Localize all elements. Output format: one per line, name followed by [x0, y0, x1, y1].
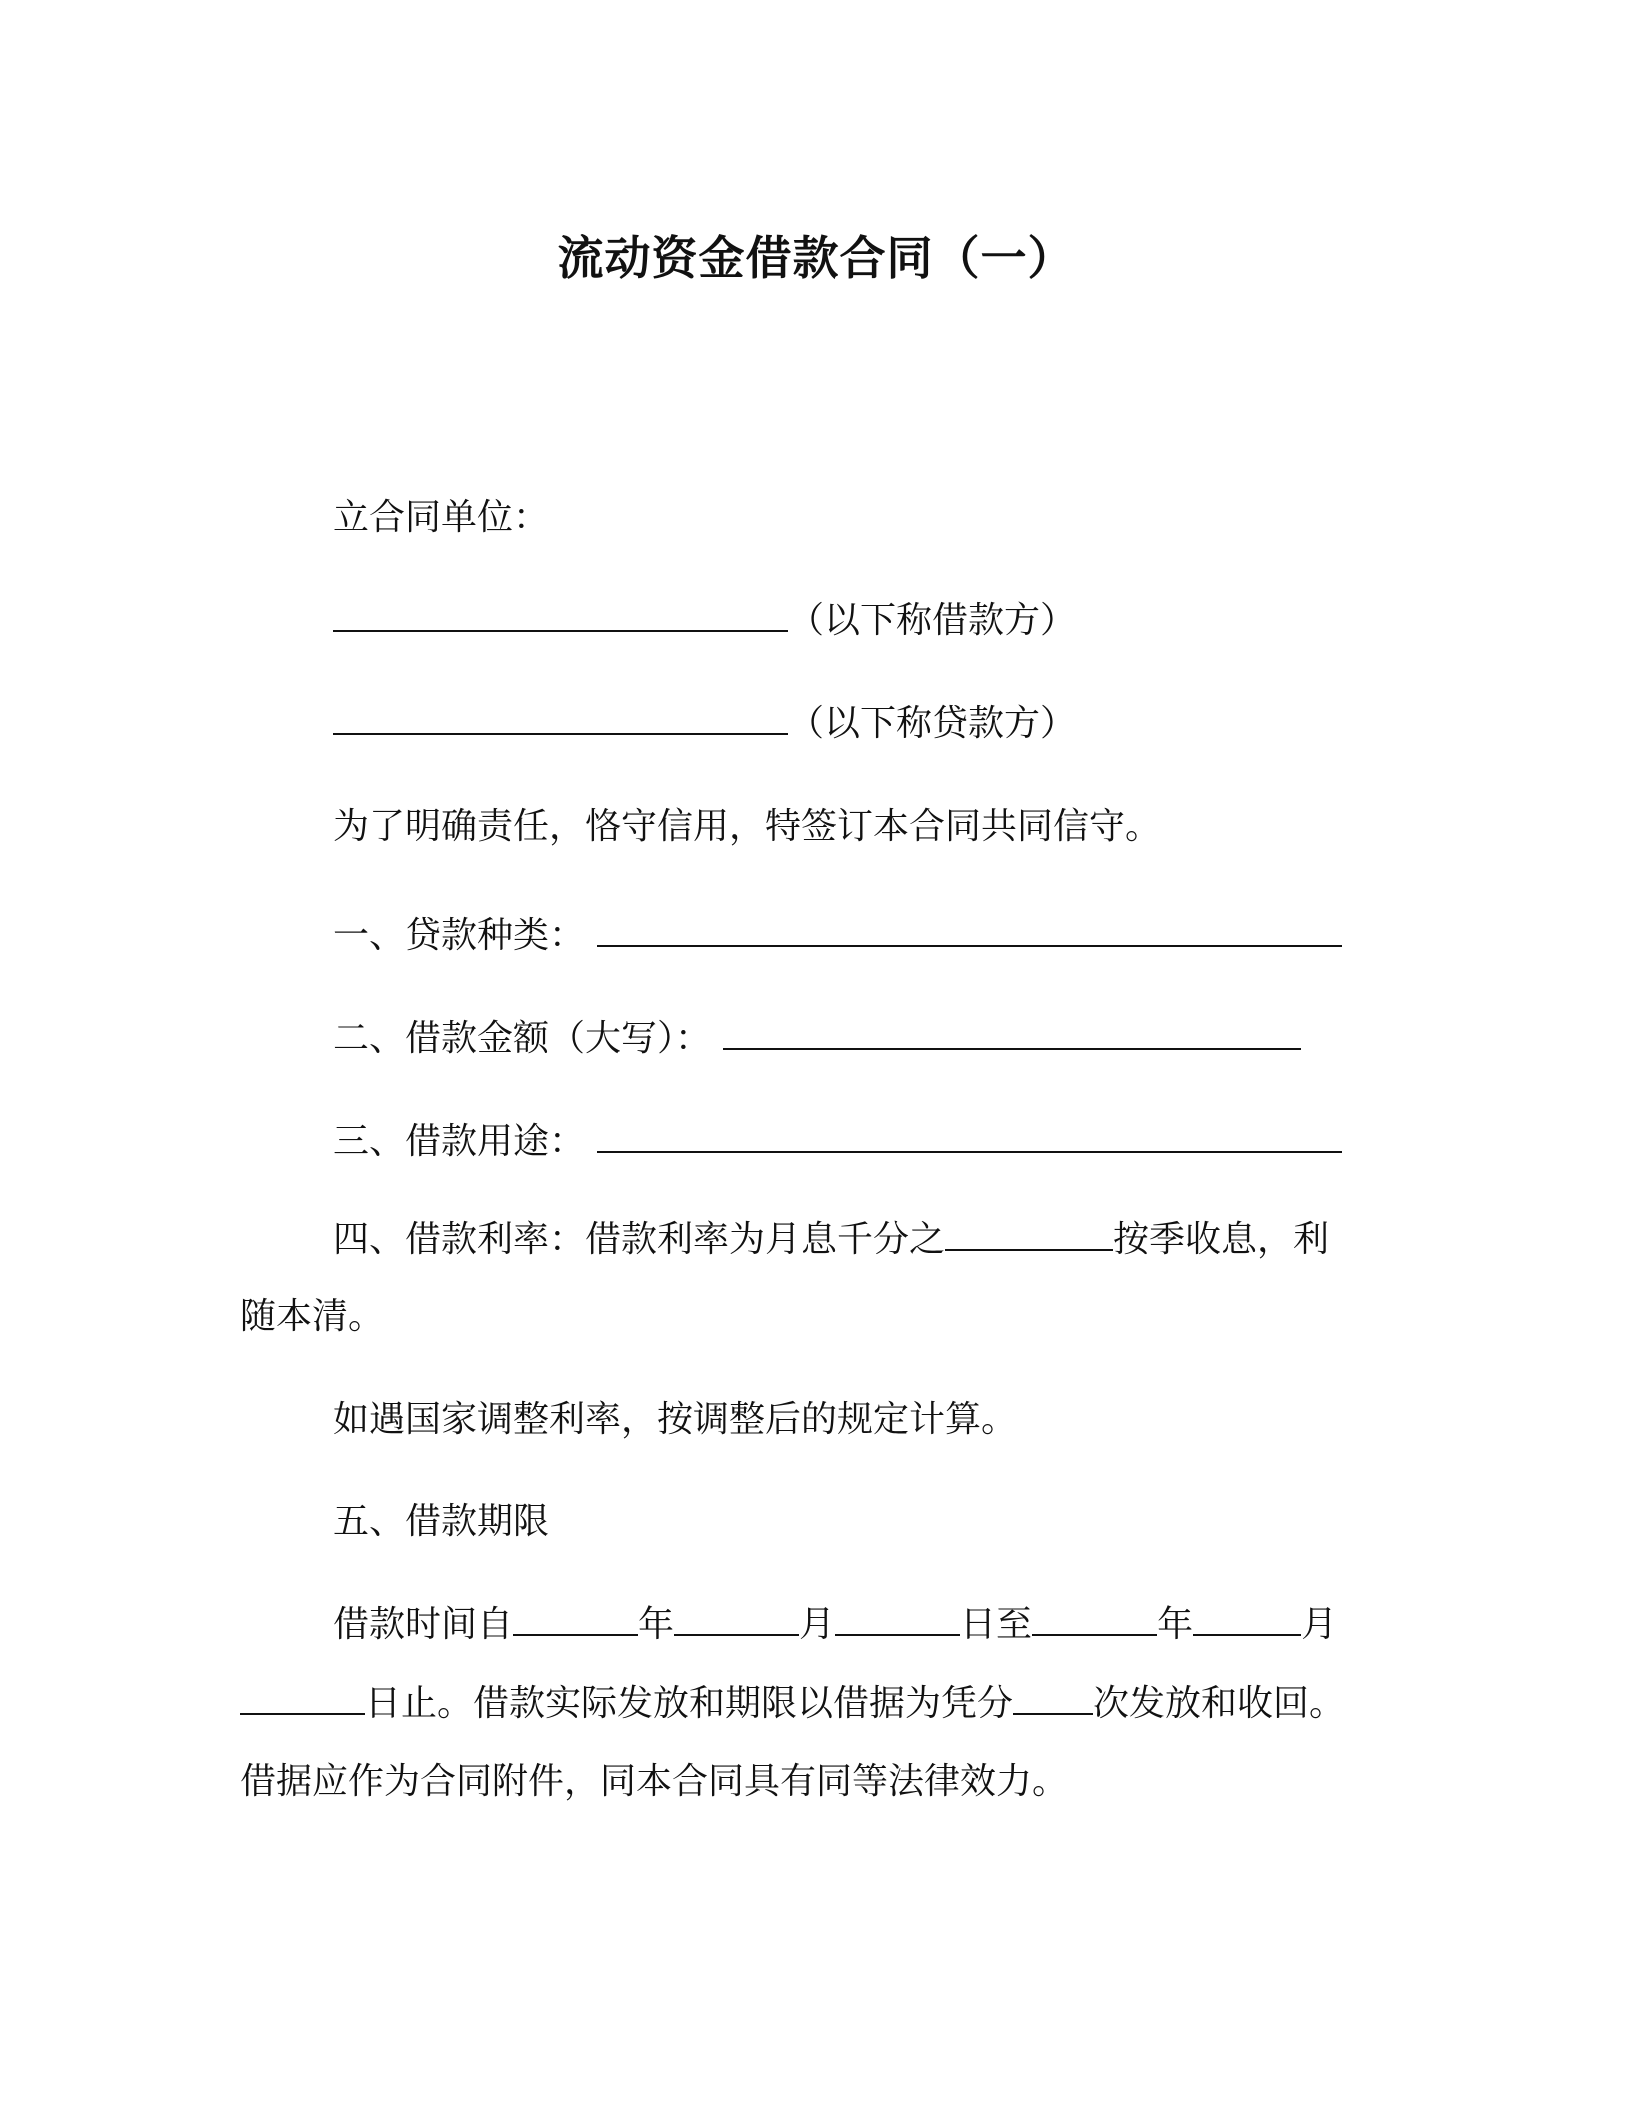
loan-type-blank [597, 943, 1342, 947]
month-label-1: 月 [799, 1604, 836, 1645]
year-label-1: 年 [638, 1604, 675, 1645]
loan-purpose-line [333, 1121, 1342, 1162]
borrower-name-blank [333, 628, 788, 632]
loan-purpose-blank [597, 1149, 1342, 1153]
term-cont-tail: 次发放和收回。 [1093, 1683, 1346, 1724]
term-dates-line [333, 1604, 1338, 1645]
loan-type-line [333, 915, 1342, 956]
loan-amount-label: 二、借款金额（大写）： [333, 1018, 712, 1059]
lender-suffix: （以下称贷款方） [788, 703, 1077, 744]
end-month-blank [1193, 1632, 1301, 1636]
day-to-label: 日至 [960, 1604, 1033, 1645]
interest-rate-prefix: 四、借款利率：借款利率为月息千分之 [333, 1219, 946, 1260]
month-label-2: 月 [1301, 1604, 1338, 1645]
loan-purpose-label: 三、借款用途： [333, 1121, 586, 1162]
start-year-blank [513, 1632, 638, 1636]
document-title: 流动资金借款合同（一） [557, 231, 1075, 285]
interest-rate-blank [945, 1247, 1113, 1251]
installments-blank [1013, 1711, 1093, 1715]
end-day-blank [240, 1711, 365, 1715]
preamble: 为了明确责任，恪守信用，特签订本合同共同信守。 [333, 806, 1162, 847]
borrower-suffix: （以下称借款方） [788, 600, 1077, 641]
start-day-blank [835, 1632, 960, 1636]
end-year-blank [1032, 1632, 1157, 1636]
term-prefix: 借款时间自 [333, 1604, 514, 1645]
start-month-blank [674, 1632, 799, 1636]
interest-rate-suffix: 按季收息，利 [1113, 1219, 1330, 1260]
term-heading: 五、借款期限 [333, 1501, 550, 1542]
year-label-2: 年 [1157, 1604, 1194, 1645]
term-continuation-line [240, 1683, 1346, 1724]
interest-rate-line [333, 1219, 1330, 1260]
term-final: 借据应作为合同附件，同本合同具有同等法律效力。 [240, 1761, 1069, 1802]
interest-rate-continuation: 随本清。 [240, 1296, 385, 1337]
loan-amount-line [333, 1018, 1301, 1059]
borrower-line [333, 600, 1077, 641]
lender-line [333, 703, 1077, 744]
loan-type-label: 一、贷款种类： [333, 915, 586, 956]
parties-heading: 立合同单位： [333, 497, 550, 538]
lender-name-blank [333, 731, 788, 735]
loan-amount-blank [723, 1046, 1301, 1050]
term-cont-text: 日止。借款实际发放和期限以借据为凭分 [365, 1683, 1014, 1724]
rate-adjustment: 如遇国家调整利率，按调整后的规定计算。 [333, 1399, 1018, 1440]
